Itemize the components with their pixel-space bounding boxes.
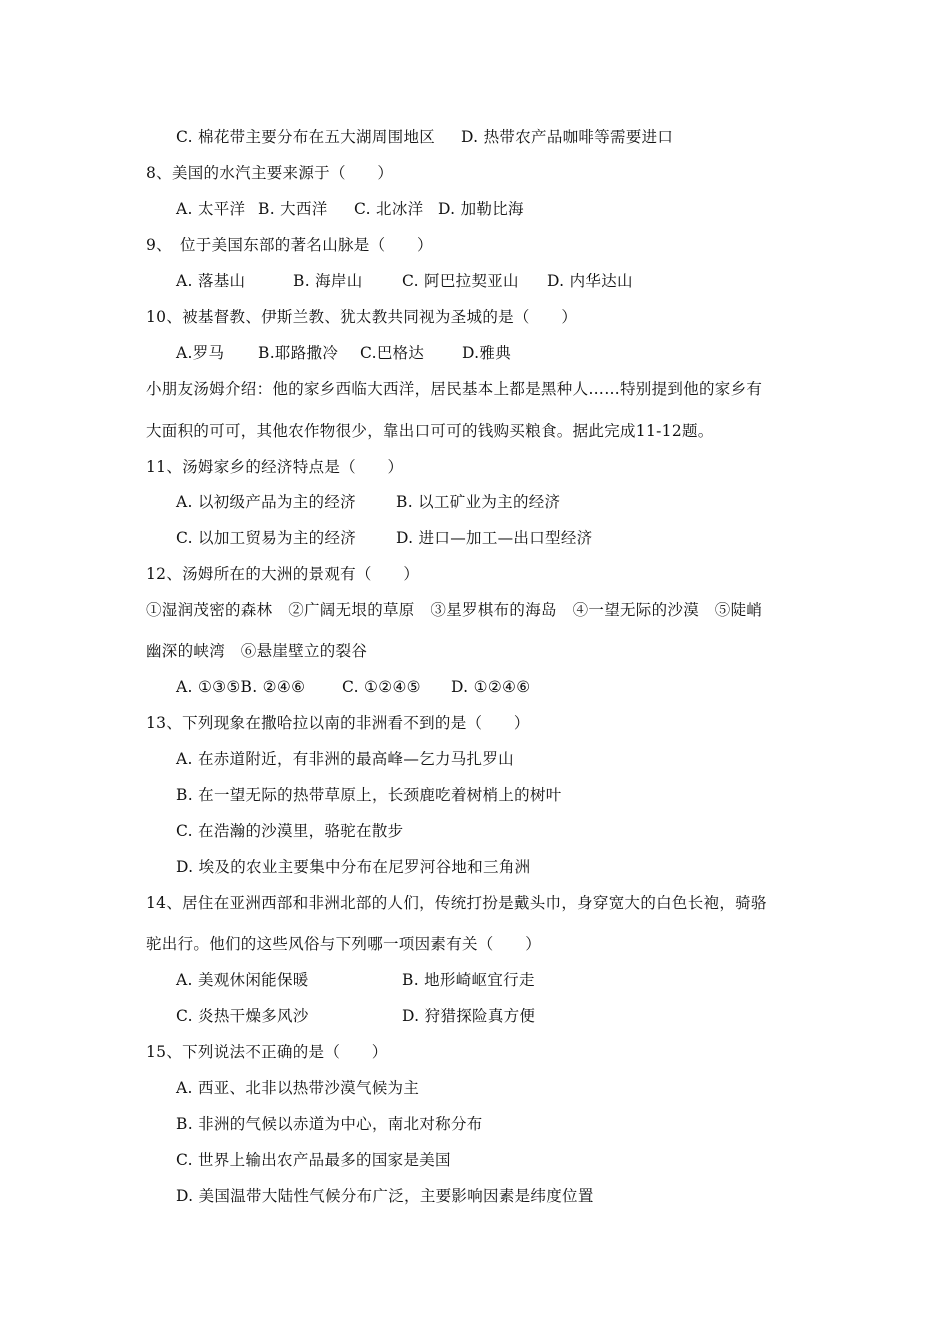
question-8: 8、美国的水汽主要来源于（ ）	[146, 164, 394, 182]
option-c: C.巴格达	[360, 344, 425, 362]
option-a: A. 西亚、北非以热带沙漠气候为主	[176, 1079, 420, 1097]
question-14: 14、居住在亚洲西部和非洲北部的人们，传统打扮是戴头巾，身穿宽大的白色长袍，骑骆	[146, 894, 767, 912]
question-13: 13、下列现象在撒哈拉以南的非洲看不到的是（ ）	[146, 714, 530, 732]
choice-list-line: 幽深的峡湾 ⑥悬崖壁立的裂谷	[146, 642, 368, 660]
option-a: A. 落基山	[176, 272, 246, 290]
option-d: D. 狩猎探险真方便	[402, 1007, 536, 1025]
options-line	[176, 343, 511, 363]
options-line	[176, 1006, 535, 1026]
option-d: D.雅典	[462, 344, 512, 362]
option-d: D. 美国温带大陆性气候分布广泛，主要影响因素是纬度位置	[176, 1187, 594, 1205]
options-line	[176, 492, 560, 512]
passage-line: 小朋友汤姆介绍：他的家乡西临大西洋，居民基本上都是黑种人……特别提到他的家乡有	[146, 380, 763, 398]
option-c: C. 世界上输出农产品最多的国家是美国	[176, 1151, 451, 1169]
option-a: A. 美观休闲能保暖	[176, 971, 309, 989]
option-b: B.耶路撒冷	[258, 344, 339, 362]
option-b: B. 大西洋	[258, 200, 328, 218]
option-d: D. 进口—加工—出口型经济	[396, 529, 593, 547]
question-10: 10、被基督教、伊斯兰教、犹太教共同视为圣城的是（ ）	[146, 308, 578, 326]
question-11: 11、汤姆家乡的经济特点是（ ）	[146, 458, 404, 476]
option-d: D. 内华达山	[547, 272, 633, 290]
option-b: B. 地形崎岖宜行走	[402, 971, 535, 989]
option-a: A. 在赤道附近，有非洲的最高峰—乞力马扎罗山	[176, 750, 514, 768]
options-line	[176, 127, 673, 147]
options-line	[176, 528, 592, 548]
question-15: 15、下列说法不正确的是（ ）	[146, 1043, 388, 1061]
option-b: B. 非洲的气候以赤道为中心，南北对称分布	[176, 1115, 483, 1133]
option-c: C. ①②④⑤	[342, 678, 421, 696]
option-c: C. 阿巴拉契亚山	[402, 272, 519, 290]
question-12: 12、汤姆所在的大洲的景观有（ ）	[146, 565, 420, 583]
option-c: C. 在浩瀚的沙漠里，骆驼在散步	[176, 822, 404, 840]
option-a: A.罗马	[176, 344, 225, 362]
option-d: D. 热带农产品咖啡等需要进口	[461, 128, 674, 146]
question-9: 9、 位于美国东部的著名山脉是（ ）	[146, 236, 433, 254]
choice-list-line: ①湿润茂密的森林 ②广阔无垠的草原 ③星罗棋布的海岛 ④一望无际的沙漠 ⑤陡峭	[146, 601, 763, 619]
option-d: D. 埃及的农业主要集中分布在尼罗河谷地和三角洲	[176, 858, 531, 876]
options-line	[176, 970, 535, 990]
option-a: A. 太平洋	[176, 200, 246, 218]
option-c: C. 棉花带主要分布在五大湖周围地区	[176, 128, 436, 146]
option-a: A. 以初级产品为主的经济	[176, 493, 356, 511]
options-line	[176, 199, 524, 219]
option-d: D. ①②④⑥	[451, 678, 531, 696]
option-a-b: A. ①③⑤B. ②④⑥	[176, 678, 306, 696]
option-c: C. 炎热干燥多风沙	[176, 1007, 309, 1025]
option-c: C. 以加工贸易为主的经济	[176, 529, 357, 547]
option-c: C. 北冰洋	[354, 200, 424, 218]
options-line	[176, 271, 633, 291]
options-line	[176, 677, 530, 697]
option-d: D. 加勒比海	[438, 200, 524, 218]
option-b: B. 在一望无际的热带草原上，长颈鹿吃着树梢上的树叶	[176, 786, 562, 804]
passage-line: 大面积的可可，其他农作物很少，靠出口可可的钱购买粮食。据此完成11-12题。	[146, 422, 714, 440]
question-14-cont: 驼出行。他们的这些风俗与下列哪一项因素有关（ ）	[146, 935, 542, 953]
option-b: B. 以工矿业为主的经济	[396, 493, 561, 511]
option-b: B. 海岸山	[293, 272, 363, 290]
